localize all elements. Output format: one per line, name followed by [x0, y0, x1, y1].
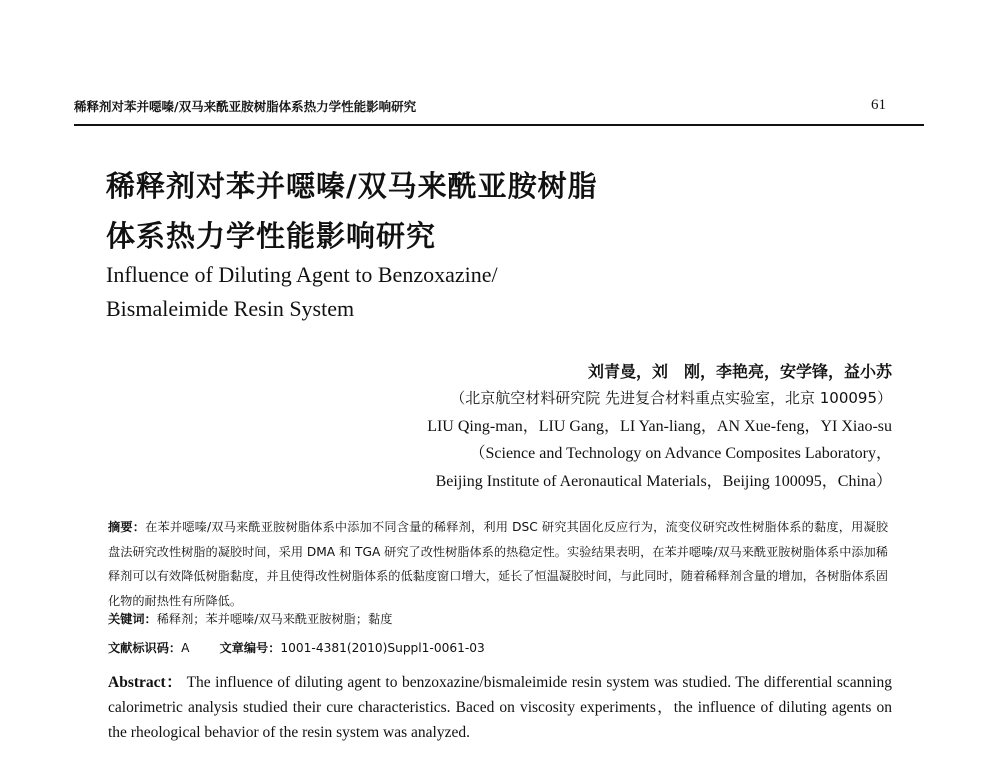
- chinese-title-line-2: 体系热力学性能影响研究: [106, 219, 437, 253]
- doc-code-value: A: [181, 641, 190, 655]
- keywords-label: 关键词：: [108, 612, 157, 626]
- header-rule: [74, 124, 924, 126]
- english-abstract-label: Abstract：: [108, 674, 183, 691]
- chinese-title-line-1: 稀释剂对苯并噁嗪/双马来酰亚胺树脂: [106, 169, 598, 203]
- article-number-value: 1001-4381(2010)Suppl1-0061-03: [280, 641, 485, 655]
- document-codes: [108, 642, 485, 654]
- affiliation-chinese: （北京航空材料研究院 先进复合材料重点实验室，北京 100095）: [450, 389, 892, 407]
- running-title: 稀释剂对苯并噁嗪/双马来酰亚胺树脂体系热力学性能影响研究: [74, 99, 417, 114]
- english-title-line-2: Bismaleimide Resin System: [106, 296, 355, 321]
- affiliation-english-line-2: Beijing Institute of Aeronautical Materials，Beijing 100095，China）: [435, 473, 892, 490]
- chinese-abstract: [108, 515, 888, 613]
- chinese-keywords: [108, 613, 392, 625]
- english-abstract-text: The influence of diluting agent to benzoxazine/bismaleimide resin system was studied. The differential scanning calorimetric analysis studied their cure characteristics. Baced on viscosity experiments，the influence of diluting agents on the rheological behavior of the resin system was analyzed.: [108, 674, 892, 741]
- affiliation-english-line-1: （Science and Technology on Advance Composites Laboratory，: [469, 445, 892, 462]
- authors-chinese: 刘青曼，刘 刚，李艳亮，安学锋，益小苏: [587, 362, 892, 381]
- doc-code-label: 文献标识码：: [108, 641, 182, 655]
- chinese-abstract-label: 摘要：: [108, 520, 146, 534]
- page-number: 61: [871, 97, 886, 113]
- english-title-line-1: Influence of Diluting Agent to Benzoxazine/: [106, 262, 498, 287]
- keywords-text: 稀释剂；苯并噁嗪/双马来酰亚胺树脂；黏度: [156, 612, 393, 626]
- english-abstract: [108, 670, 892, 745]
- running-head: [74, 97, 886, 115]
- article-number-label: 文章编号：: [219, 641, 281, 655]
- authors-english: LIU Qing-man，LIU Gang，LI Yan-liang，AN Xue-feng，YI Xiao-su: [427, 418, 892, 435]
- chinese-abstract-text: 在苯并噁嗪/双马来酰亚胺树脂体系中添加不同含量的稀释剂，利用 DSC 研究其固化反应行为，流变仪研究改性树脂体系的黏度，用凝胶盘法研究改性树脂的凝胶时间，采用 DMA 和 TGA 研究了改性树脂体系的热稳定性。实验结果表明，在苯并噁嗪/双马来酰亚胺树脂体系中添加稀释剂可以有效降低树脂黏度，并且使得改性树脂体系的低黏度窗口增大，延长了恒温凝胶时间，与此同时，随着稀释剂含量的增加，各树脂体系固化物的耐热性有所降低。: [108, 520, 889, 608]
